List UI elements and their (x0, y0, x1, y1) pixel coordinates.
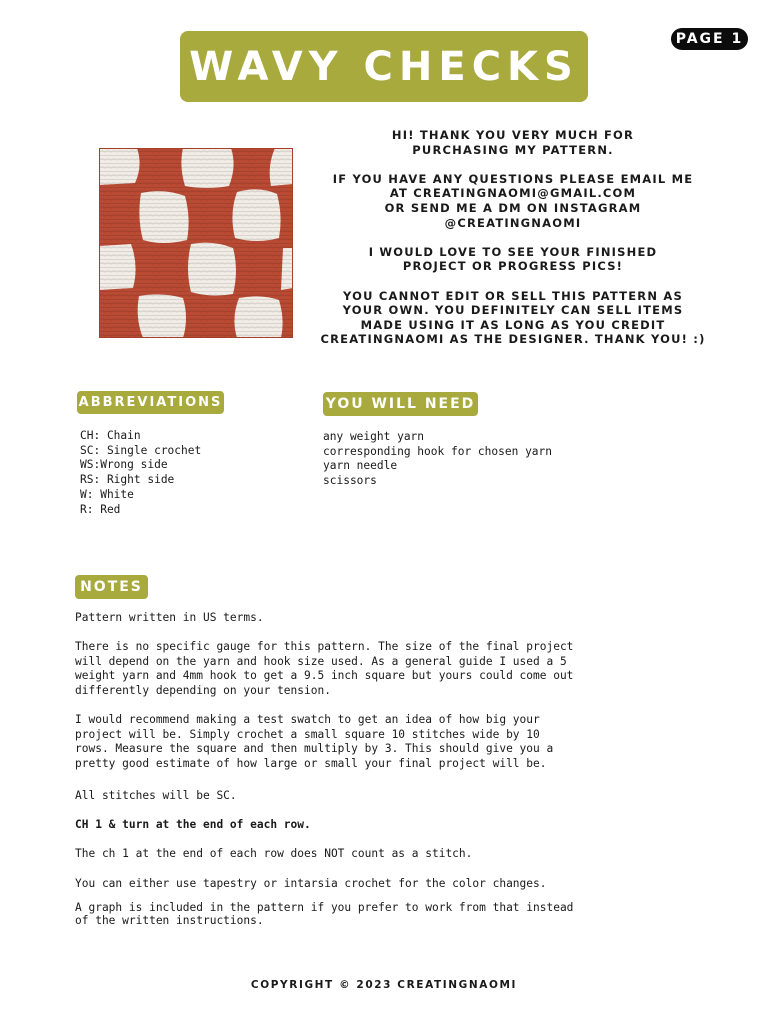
you-will-need-heading: YOU WILL NEED (323, 392, 478, 416)
list-item: scissors (323, 474, 377, 488)
notes-paragraph: I would recommend making a test swatch to get an idea of how big your project will be. Simply crochet a small square 10 stitches wide by 10 rows. Measure the square and then multiply by 3. This should give you a pretty good estimate of how large or small your final project will be. (75, 713, 554, 770)
list-item: CH: Chain (80, 429, 141, 442)
page-number-badge: PAGE 1 (671, 28, 748, 50)
notes-heading: NOTES (75, 575, 148, 599)
notes-paragraph: A graph is included in the pattern if you prefer to work from that instead of the written instructions. (75, 901, 574, 927)
notes-paragraph-bold: CH 1 & turn at the end of each row. (75, 817, 311, 831)
crochet-swatch-photo (99, 148, 293, 338)
notes-paragraph: There is no specific gauge for this pattern. The size of the final project will depend on the yarn and hook size used. As a general guide I used a 5 weight yarn and 4mm hook to get a 9.5 inch square but yours could come out differently depending on your tension. (75, 640, 574, 697)
list-item: any weight yarn (323, 430, 425, 443)
materials-list (323, 430, 552, 489)
page-title: WAVY CHECKS (189, 43, 579, 90)
list-item: RS: Right side (80, 473, 175, 487)
list-item: SC: Single crochet (80, 443, 202, 457)
intro-share: I WOULD LOVE TO SEE YOUR FINISHED PROJECT OR PROGRESS PICS! (368, 244, 658, 274)
list-item: yarn needle (323, 459, 398, 473)
intro-thanks: HI! THANK YOU VERY MUCH FOR PURCHASING MY PATTERN. (391, 128, 635, 157)
notes-paragraph: You can either use tapestry or intarsia crochet for the color changes. (75, 876, 547, 890)
title-banner (180, 31, 588, 102)
copyright-footer: COPYRIGHT © 2023 CREATINGNAOMI (250, 979, 518, 991)
list-item: R: Red (80, 502, 121, 516)
abbreviations-list (80, 429, 201, 517)
notes-paragraph: All stitches will be SC. (75, 788, 237, 802)
intro-contact: IF YOU HAVE ANY QUESTIONS PLEASE EMAIL ME AT CREATINGNAOMI@GMAIL.COM OR SEND ME A DM ON INSTAGRAM @CREATINGNAOMI (332, 171, 694, 230)
notes-paragraph: Pattern written in US terms. (75, 611, 264, 624)
intro-message (318, 128, 708, 362)
list-item: WS:Wrong side (80, 458, 168, 472)
abbreviations-heading: ABBREVIATIONS (77, 391, 224, 414)
list-item: W: White (80, 487, 134, 501)
notes-body (75, 611, 695, 927)
intro-terms: YOU CANNOT EDIT OR SELL THIS PATTERN AS YOUR OWN. YOU DEFINITELY CAN SELL ITEMS MADE USING IT AS LONG AS YOU CREDIT CREATINGNAOMI AS THE DESIGNER. THANK YOU! :) (320, 288, 706, 347)
notes-paragraph: The ch 1 at the end of each row does NOT count as a stitch. (75, 846, 473, 860)
list-item: corresponding hook for chosen yarn (323, 444, 553, 458)
